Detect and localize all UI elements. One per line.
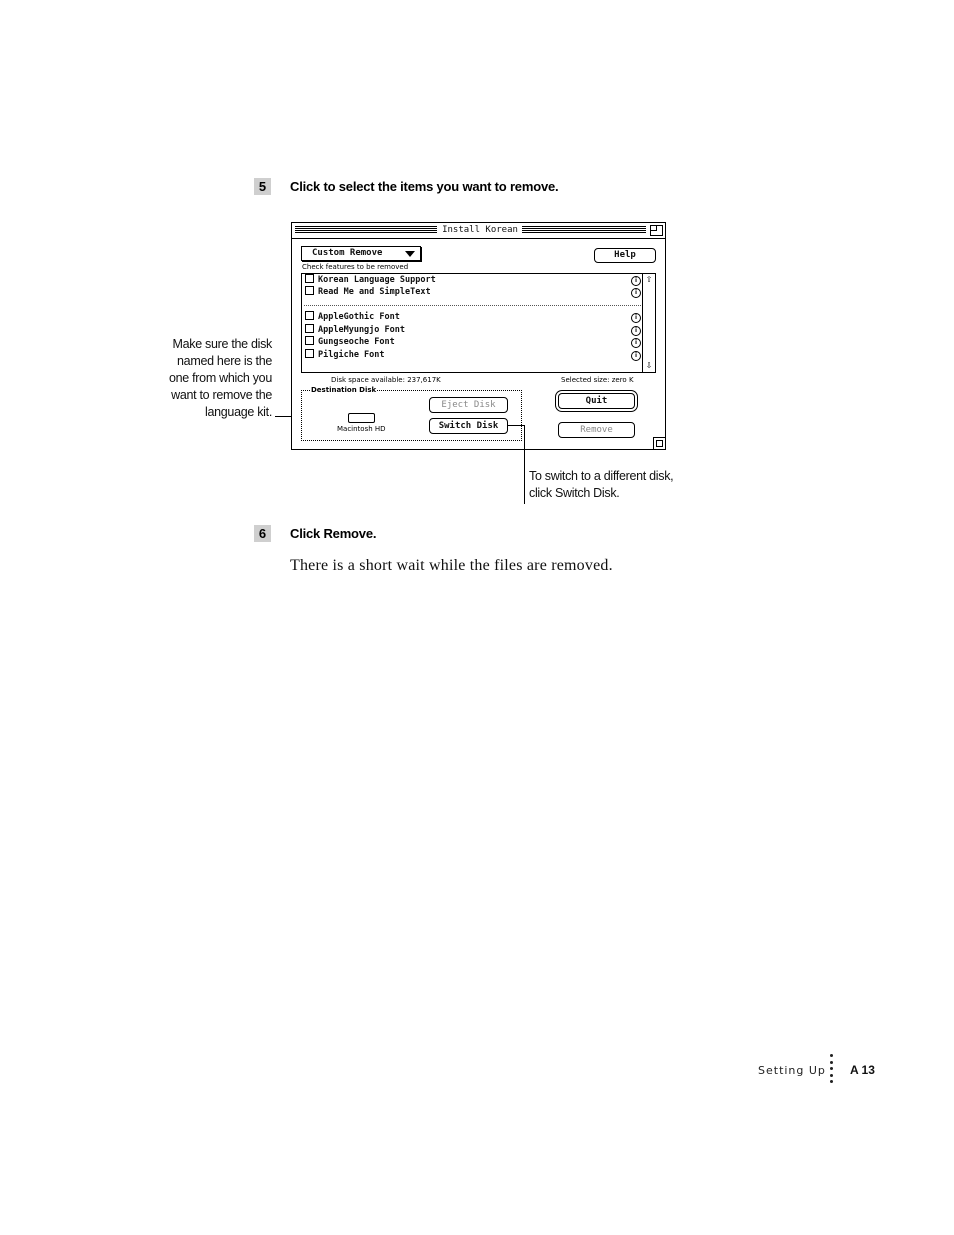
install-type-label: Custom Remove: [312, 248, 383, 258]
info-icon[interactable]: i: [631, 276, 641, 286]
feature-label: AppleMyungjo Font: [318, 325, 405, 335]
list-item[interactable]: [305, 286, 431, 298]
window-titlebar[interactable]: [292, 223, 665, 239]
checkbox[interactable]: [305, 274, 314, 283]
feature-label: Read Me and SimpleText: [318, 287, 431, 297]
info-icon[interactable]: i: [631, 313, 641, 323]
info-icon[interactable]: i: [631, 326, 641, 336]
feature-label: Korean Language Support: [318, 275, 436, 285]
disk-callout-line-5: language kit.: [205, 405, 272, 419]
quit-button[interactable]: Quit: [558, 393, 635, 409]
switch-callout-leader-v: [524, 425, 525, 504]
list-item[interactable]: [305, 349, 385, 361]
switch-callout-line-2: click Switch Disk.: [529, 486, 620, 500]
info-icon[interactable]: i: [631, 338, 641, 348]
list-instructions: Check features to be removed: [302, 263, 409, 271]
switch-callout-leader-h: [508, 425, 525, 426]
titlebar-stripes-left: [295, 226, 437, 234]
footer-section-title: Setting Up: [758, 1064, 826, 1077]
scroll-up-arrow-icon[interactable]: ⇧: [645, 275, 653, 284]
list-item[interactable]: [305, 324, 405, 336]
resize-grow-icon[interactable]: [653, 437, 665, 449]
info-icon[interactable]: i: [631, 351, 641, 361]
disk-space-available: Disk space available: 237,617K: [331, 376, 441, 384]
list-item[interactable]: [305, 311, 400, 323]
switch-disk-button[interactable]: Switch Disk: [429, 418, 508, 434]
list-item[interactable]: [305, 274, 436, 286]
install-korean-window: [291, 222, 666, 450]
checkbox[interactable]: [305, 311, 314, 320]
step-6-instruction: Click Remove.: [290, 526, 377, 541]
window-title: Install Korean: [440, 224, 520, 237]
zoom-box-icon[interactable]: [650, 225, 663, 236]
scroll-down-arrow-icon[interactable]: ⇩: [645, 361, 653, 370]
destination-disk-label: Destination Disk: [311, 386, 377, 394]
disk-callout-line-1: Make sure the disk: [172, 337, 272, 351]
checkbox[interactable]: [305, 286, 314, 295]
features-list: [301, 273, 656, 373]
help-button[interactable]: Help: [594, 248, 656, 263]
remove-button[interactable]: Remove: [558, 422, 635, 438]
step-number-6: 6: [254, 525, 271, 542]
switch-disk-callout: [529, 468, 699, 502]
disk-callout-line-4: want to remove the: [171, 388, 272, 402]
disk-callout-line-2: named here is the: [177, 354, 272, 368]
checkbox[interactable]: [305, 324, 314, 333]
disk-callout: [150, 336, 272, 421]
step-6-body: There is a short wait while the files are removed.: [290, 557, 613, 574]
feature-label: Pilgiche Font: [318, 350, 385, 360]
install-type-popup[interactable]: [301, 246, 421, 261]
hard-disk-icon: [348, 413, 375, 423]
eject-disk-button[interactable]: Eject Disk: [429, 397, 508, 413]
list-scrollbar[interactable]: [642, 274, 655, 372]
feature-label: AppleGothic Font: [318, 312, 400, 322]
selected-size: Selected size: zero K: [561, 376, 634, 384]
checkbox[interactable]: [305, 336, 314, 345]
disk-name: Macintosh HD: [337, 425, 386, 433]
checkbox[interactable]: [305, 349, 314, 358]
list-separator: [304, 305, 641, 306]
chevron-down-icon: [405, 251, 415, 257]
disk-callout-line-3: one from which you: [169, 371, 272, 385]
switch-callout-line-1: To switch to a different disk,: [529, 469, 674, 483]
info-icon[interactable]: i: [631, 288, 641, 298]
footer-dots-divider: [830, 1054, 833, 1087]
list-item[interactable]: [305, 336, 395, 348]
step-number-5: 5: [254, 178, 271, 195]
page-number: A 13: [850, 1063, 875, 1077]
feature-label: Gungseoche Font: [318, 337, 395, 347]
step-5-instruction: Click to select the items you want to remove.: [290, 179, 559, 194]
titlebar-stripes-right: [522, 226, 646, 234]
